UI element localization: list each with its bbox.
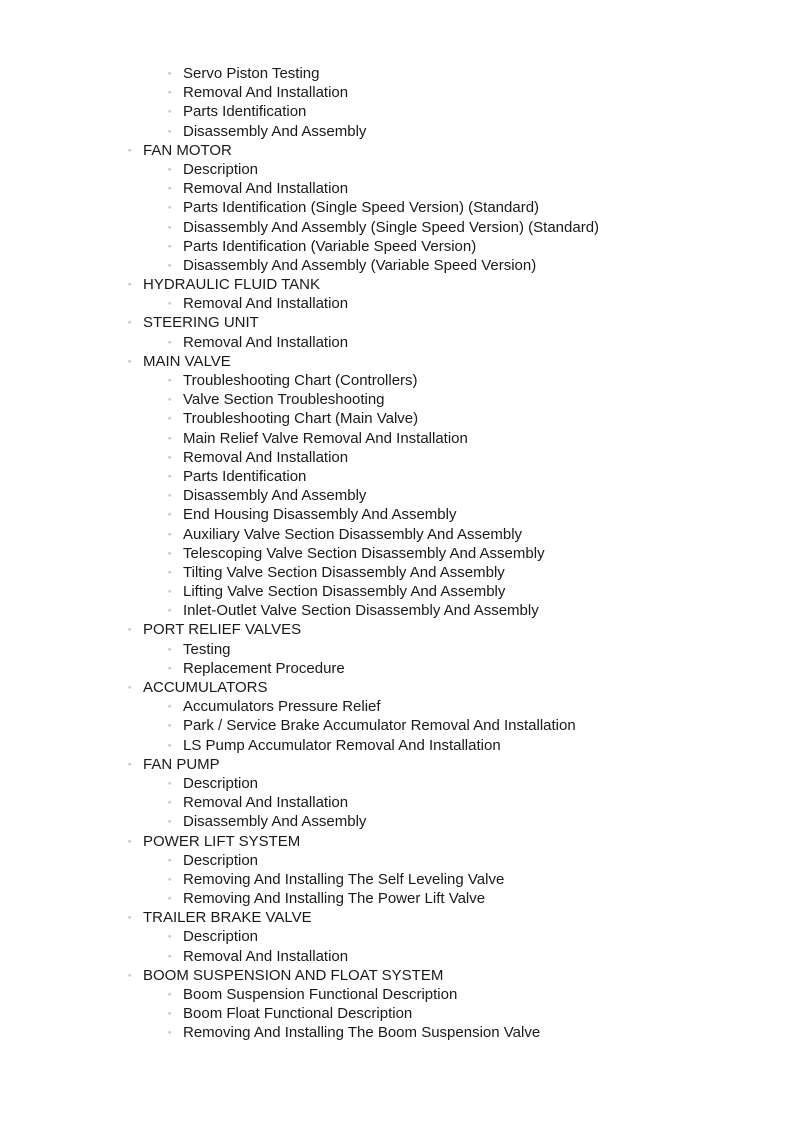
- subsection-text: End Housing Disassembly And Assembly: [183, 506, 457, 524]
- bullet-icon: ◦: [168, 432, 172, 443]
- subsection-text: Parts Identification (Single Speed Version) (Standard): [183, 199, 540, 217]
- subsection-text: Troubleshooting Chart (Main Valve): [183, 410, 419, 428]
- subsection-item: [0, 851, 794, 870]
- bullet-icon: ◦: [128, 624, 132, 635]
- subsection-item: [0, 122, 794, 141]
- section-heading-item: [0, 620, 794, 639]
- bullet-icon: ◦: [168, 470, 172, 481]
- bullet-icon: ◦: [168, 931, 172, 942]
- subsection-text: Troubleshooting Chart (Controllers): [183, 372, 418, 389]
- subsection-text: Removal And Installation: [183, 794, 349, 812]
- subsection-text: Parts Identification: [183, 103, 307, 121]
- bullet-icon: ◦: [128, 279, 132, 290]
- bullet-icon: ◦: [168, 336, 172, 347]
- bullet-icon: ◦: [168, 643, 172, 654]
- subsection-item: [0, 640, 794, 659]
- subsection-text: Removal And Installation: [183, 448, 349, 466]
- table-of-contents: [0, 64, 794, 1043]
- bullet-icon: ◦: [168, 413, 172, 424]
- subsection-text: Removing And Installing The Self Leveling Valve: [183, 870, 505, 888]
- subsection-text: Disassembly And Assembly (Variable Speed Version): [183, 256, 537, 274]
- bullet-icon: ◦: [168, 873, 172, 884]
- bullet-icon: ◦: [168, 528, 172, 539]
- subsection-item: [0, 486, 794, 505]
- bullet-icon: ◦: [168, 816, 172, 827]
- bullet-icon: ◦: [168, 989, 172, 999]
- subsection-text: Removal And Installation: [183, 947, 349, 965]
- subsection-item: [0, 448, 794, 467]
- subsection-item: [0, 218, 794, 237]
- subsection-item: [0, 601, 794, 620]
- subsection-text: Tilting Valve Section Disassembly And Assembly: [183, 563, 505, 581]
- bullet-icon: ◦: [128, 144, 132, 155]
- subsection-item: [0, 294, 794, 313]
- subsection-item: [0, 505, 794, 524]
- subsection-text: Inlet-Outlet Valve Section Disassembly And Assembly: [183, 602, 539, 620]
- bullet-icon: ◦: [128, 912, 132, 923]
- section-heading-item: [0, 141, 794, 160]
- bullet-icon: ◦: [128, 355, 132, 366]
- subsection-item: [0, 659, 794, 678]
- bullet-icon: ◦: [168, 451, 172, 462]
- subsection-item: [0, 716, 794, 735]
- subsection-item: [0, 697, 794, 716]
- subsection-text: Valve Section Troubleshooting: [183, 391, 385, 409]
- subsection-text: Description: [183, 160, 259, 178]
- bullet-icon: ◦: [168, 394, 172, 405]
- subsection-item: [0, 179, 794, 198]
- bullet-icon: ◦: [168, 605, 172, 616]
- section-heading-text: BOOM SUSPENSION AND FLOAT SYSTEM: [143, 966, 444, 984]
- subsection-item: [0, 985, 794, 1004]
- subsection-text: Accumulators Pressure Relief: [183, 698, 381, 716]
- bullet-icon: ◦: [168, 566, 172, 577]
- bullet-icon: ◦: [168, 163, 172, 174]
- section-heading-item: [0, 352, 794, 371]
- bullet-icon: ◦: [168, 586, 172, 597]
- section-heading-text: FAN MOTOR: [143, 141, 232, 159]
- subsection-item: [0, 160, 794, 179]
- bullet-icon: ◦: [168, 509, 172, 520]
- subsection-text: Removing And Installing The Power Lift Valve: [183, 890, 486, 908]
- bullet-icon: ◦: [168, 68, 172, 78]
- subsection-item: [0, 793, 794, 812]
- subsection-text: Park / Service Brake Accumulator Removal And Installation: [183, 717, 576, 735]
- bullet-icon: ◦: [168, 893, 172, 904]
- bullet-icon: ◦: [168, 547, 172, 558]
- bullet-icon: ◦: [168, 87, 172, 98]
- bullet-icon: ◦: [168, 1027, 172, 1038]
- section-heading-text: POWER LIFT SYSTEM: [143, 832, 301, 850]
- subsection-text: Lifting Valve Section Disassembly And Assembly: [183, 583, 506, 601]
- bullet-icon: ◦: [168, 202, 172, 213]
- section-heading-item: [0, 966, 794, 985]
- subsection-item: [0, 582, 794, 601]
- subsection-item: [0, 889, 794, 908]
- subsection-text: Boom Float Functional Description: [183, 1005, 413, 1023]
- bullet-icon: ◦: [128, 758, 132, 769]
- bullet-icon: ◦: [168, 125, 172, 136]
- subsection-item: [0, 102, 794, 121]
- bullet-icon: ◦: [168, 701, 172, 712]
- subsection-text: Servo Piston Testing: [183, 65, 320, 82]
- subsection-text: Disassembly And Assembly: [183, 122, 367, 140]
- subsection-text: Telescoping Valve Section Disassembly And Assembly: [183, 544, 545, 562]
- subsection-text: Auxiliary Valve Section Disassembly And Assembly: [183, 525, 523, 543]
- section-heading-item: [0, 678, 794, 697]
- bullet-icon: ◦: [128, 835, 132, 846]
- section-heading-text: MAIN VALVE: [143, 352, 231, 370]
- bullet-icon: ◦: [128, 317, 132, 328]
- bullet-icon: ◦: [168, 490, 172, 501]
- bullet-icon: ◦: [168, 1008, 172, 1019]
- subsection-item: [0, 409, 794, 428]
- subsection-text: Removal And Installation: [183, 333, 349, 351]
- subsection-item: [0, 467, 794, 486]
- subsection-text: Parts Identification: [183, 467, 307, 485]
- subsection-text: Boom Suspension Functional Description: [183, 986, 458, 1003]
- bullet-icon: ◦: [168, 797, 172, 808]
- subsection-item: [0, 390, 794, 409]
- bullet-icon: ◦: [168, 240, 172, 251]
- subsection-item: [0, 371, 794, 390]
- subsection-text: Disassembly And Assembly (Single Speed Version) (Standard): [183, 218, 600, 236]
- subsection-text: Description: [183, 774, 259, 792]
- subsection-item: [0, 64, 794, 83]
- bullet-icon: ◦: [168, 662, 172, 673]
- bullet-icon: ◦: [168, 950, 172, 961]
- subsection-text: Description: [183, 928, 259, 946]
- subsection-text: Testing: [183, 640, 231, 658]
- subsection-text: Description: [183, 851, 259, 869]
- subsection-text: Removal And Installation: [183, 295, 349, 313]
- bullet-icon: ◦: [168, 739, 172, 750]
- subsection-text: LS Pump Accumulator Removal And Installation: [183, 736, 501, 754]
- bullet-icon: ◦: [128, 969, 132, 980]
- section-heading-text: PORT RELIEF VALVES: [143, 621, 302, 639]
- bullet-icon: ◦: [168, 221, 172, 232]
- subsection-item: [0, 544, 794, 563]
- section-heading-text: TRAILER BRAKE VALVE: [143, 909, 312, 927]
- subsection-item: [0, 83, 794, 102]
- bullet-icon: ◦: [168, 854, 172, 865]
- subsection-item: [0, 198, 794, 217]
- bullet-icon: ◦: [168, 375, 172, 385]
- subsection-text: Disassembly And Assembly: [183, 487, 367, 505]
- section-heading-item: [0, 832, 794, 851]
- subsection-text: Removal And Installation: [183, 180, 349, 198]
- subsection-item: [0, 736, 794, 755]
- subsection-item: [0, 1004, 794, 1023]
- subsection-item: [0, 563, 794, 582]
- subsection-item: [0, 812, 794, 831]
- subsection-text: Main Relief Valve Removal And Installation: [183, 429, 468, 447]
- bullet-icon: ◦: [168, 106, 172, 117]
- subsection-item: [0, 429, 794, 448]
- section-heading-item: [0, 908, 794, 927]
- bullet-icon: ◦: [168, 298, 172, 309]
- subsection-item: [0, 774, 794, 793]
- subsection-item: [0, 333, 794, 352]
- bullet-icon: ◦: [168, 259, 172, 270]
- subsection-text: Removal And Installation: [183, 84, 349, 102]
- bullet-icon: ◦: [128, 682, 132, 692]
- section-heading-item: [0, 313, 794, 332]
- bullet-icon: ◦: [168, 183, 172, 194]
- section-heading-text: FAN PUMP: [143, 755, 220, 773]
- section-heading-text: ACCUMULATORS: [143, 679, 268, 696]
- bullet-icon: ◦: [168, 720, 172, 731]
- section-heading-item: [0, 275, 794, 294]
- subsection-item: [0, 525, 794, 544]
- subsection-text: Removing And Installing The Boom Suspension Valve: [183, 1024, 541, 1042]
- subsection-text: Parts Identification (Variable Speed Version): [183, 237, 477, 255]
- bullet-icon: ◦: [168, 777, 172, 788]
- subsection-item: [0, 947, 794, 966]
- subsection-item: [0, 927, 794, 946]
- section-heading-text: STEERING UNIT: [143, 314, 259, 332]
- subsection-item: [0, 237, 794, 256]
- subsection-text: Replacement Procedure: [183, 659, 345, 677]
- subsection-item: [0, 1023, 794, 1042]
- section-heading-item: [0, 755, 794, 774]
- subsection-item: [0, 870, 794, 889]
- section-heading-text: HYDRAULIC FLUID TANK: [143, 276, 320, 294]
- subsection-item: [0, 256, 794, 275]
- subsection-text: Disassembly And Assembly: [183, 813, 367, 831]
